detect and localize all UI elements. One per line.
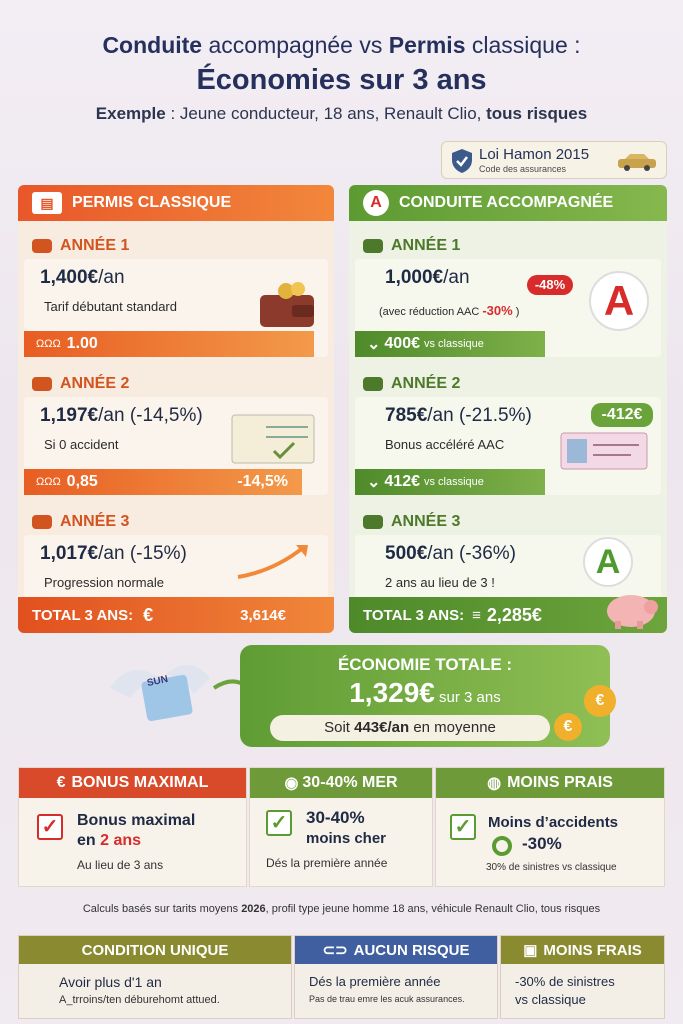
year-price: 1,000€/an: [385, 267, 470, 288]
aucun-risque: [294, 935, 498, 1019]
year-label: ANNÉE 1: [391, 237, 461, 254]
left-year-2: [18, 371, 334, 495]
year-price: 1,197€/an (-14,5%): [40, 405, 203, 426]
loi-hamon-badge: [441, 141, 667, 179]
flying-money-icon: [100, 648, 220, 732]
checkbox-icon: ✓: [37, 814, 63, 840]
year-price: 1,017€/an (-15%): [40, 543, 187, 564]
year-note: Tarif débutant standard: [44, 299, 177, 314]
total-label: TOTAL 3 ANS:: [363, 606, 465, 624]
year-note: Bonus accéléré AAC: [385, 437, 505, 452]
wallet-icon: [256, 281, 318, 329]
feature-line2: moins cher: [306, 830, 387, 847]
total-value: 3,614€: [240, 606, 286, 624]
coefficient-bar: ΩΩΩ 1.00: [24, 331, 314, 357]
year-card: [24, 259, 328, 357]
moins-frais: [500, 935, 665, 1019]
condition-line1: Avoir plus d'1 an: [59, 974, 162, 990]
condition-header: ▣ MOINS FRAIS: [501, 936, 664, 964]
year-card: [355, 397, 661, 495]
year-card: [24, 397, 328, 495]
condition-header: ⊂⊃ AUCUN RISQUE: [295, 936, 497, 964]
shield-icon: ◍: [487, 775, 502, 792]
sun-tag: SUN: [146, 673, 170, 690]
a-learner-icon: A: [589, 271, 649, 331]
year-label: ANNÉE 3: [60, 513, 130, 530]
feature-accidents: [435, 767, 665, 887]
shield-icon: ▣: [523, 942, 538, 959]
condition-unique: [18, 935, 292, 1019]
permis-classique-header: [18, 185, 334, 221]
document-icon: [226, 407, 318, 467]
id-card-icon: ▤: [32, 192, 62, 214]
feature-line2: en 2 ans: [77, 832, 142, 849]
left-total-bar: [18, 597, 334, 633]
permis-classique-column: [18, 185, 334, 633]
coins-icon: ≡: [472, 606, 481, 624]
feature-header: € BONUS MAXIMAL: [19, 768, 246, 798]
right-year-2: [349, 371, 667, 495]
year-label: ANNÉE 3: [391, 513, 461, 530]
year-price: 785€/an (-21.5%): [385, 405, 532, 426]
a-badge-icon: A: [363, 190, 389, 216]
link-icon: ⊂⊃: [322, 942, 348, 959]
conduite-accompagnee-header: [349, 185, 667, 221]
euro-coin-icon: €: [554, 713, 582, 741]
example-line: Exemple : Jeune conducteur, 18 ans, Renault Clio, tous risques: [95, 104, 588, 123]
savings-bar: ⌄ 412€ vs classique: [355, 469, 545, 495]
feature-sub: Au lieu de 3 ans: [77, 858, 164, 872]
average-pill: Soit 443€/an en moyenne: [270, 715, 550, 741]
savings-chip: -412€: [591, 403, 653, 427]
year-price: 500€/an (-36%): [385, 543, 516, 564]
year-label: ANNÉE 2: [391, 375, 461, 392]
condition-header: CONDITION UNIQUE: [19, 936, 291, 964]
feature-header: ◍ MOINS PRAIS: [436, 768, 664, 798]
feature-line2: -30%: [522, 834, 562, 853]
year-note: 2 ans au lieu de 3 !: [385, 575, 495, 590]
feature-sub: Dés la première année: [266, 856, 388, 870]
year-label: ANNÉE 1: [60, 237, 130, 254]
trend-arrow-icon: [234, 541, 314, 581]
a-green-icon: A: [583, 537, 633, 587]
main-title: Conduite accompagnée vs Permis classique :: [102, 32, 581, 58]
feature-line1: 30-40%: [306, 808, 365, 827]
feature-line1: Bonus maximal: [77, 812, 196, 829]
discount-chip: -48%: [527, 275, 573, 295]
feature-line1: Moins d’accidents: [488, 814, 619, 831]
car-icon: [32, 239, 52, 253]
year-note: (avec réduction AAC -30% ): [379, 303, 520, 318]
feature-sub: 30% de sinistres vs classique: [486, 862, 617, 873]
left-year-1: [18, 233, 334, 357]
checkbox-icon: ✓: [450, 814, 476, 840]
shield-icon: [450, 148, 474, 174]
condition-line2: vs classique: [515, 992, 586, 1007]
conduite-accompagnee-column: [349, 185, 667, 633]
license-card-icon: [559, 431, 649, 471]
feature-bonus: [18, 767, 247, 887]
condition-line1: Dés la première année: [309, 974, 441, 989]
car-icon: [32, 515, 52, 529]
condition-line2: A_trroins/ten déburehomt attued.: [59, 994, 220, 1006]
footnote: Calculs basés sur tarits moyens 2026, profil type jeune homme 18 ans, véhicule Renault Clio, tous risques: [82, 903, 601, 915]
feature-price: [249, 767, 433, 887]
donut-icon: [492, 836, 512, 856]
economie-amount: 1,329€ sur 3 ans: [349, 677, 501, 708]
year-note: Progression normale: [44, 575, 164, 590]
car-icon: [363, 515, 383, 529]
badge-title: Loi Hamon 2015: [479, 146, 590, 163]
car-icon: [363, 239, 383, 253]
car-icon: [616, 152, 658, 172]
economie-title: ÉCONOMIE TOTALE :: [337, 655, 513, 674]
euro-icon: €: [56, 774, 66, 791]
year-price: 1,400€/an: [40, 267, 125, 288]
euro-coin-icon: €: [584, 685, 616, 717]
euro-icon: €: [143, 604, 154, 625]
year-card: [355, 259, 661, 357]
column-title: PERMIS CLASSIQUE: [72, 194, 232, 211]
car-icon: [363, 377, 383, 391]
tag-icon: ◉: [284, 775, 299, 792]
condition-line1: -30% de sinistres: [515, 974, 615, 989]
year-label: ANNÉE 2: [60, 375, 130, 392]
year-note: Si 0 accident: [44, 437, 119, 452]
condition-line2: Pas de trau emre les acuk assurances.: [309, 994, 465, 1004]
piggy-bank-icon: [601, 587, 661, 631]
checkbox-icon: ✓: [266, 810, 292, 836]
total-label: TOTAL 3 ANS:: [32, 606, 134, 624]
car-icon: [32, 377, 52, 391]
total-value: 2,285€: [486, 604, 542, 625]
coefficient-bar: ΩΩΩ 0,85 -14,5%: [24, 469, 302, 495]
savings-bar: ⌄ 400€ vs classique: [355, 331, 545, 357]
badge-subtitle: Code des assurances: [479, 164, 567, 174]
economie-totale-panel: [240, 645, 610, 747]
right-year-1: [349, 233, 667, 357]
main-subtitle: Économies sur 3 ans: [196, 64, 487, 96]
feature-header: ◉ 30-40% MER: [250, 768, 432, 798]
column-title: CONDUITE ACCOMPAGNÉE: [399, 194, 614, 211]
